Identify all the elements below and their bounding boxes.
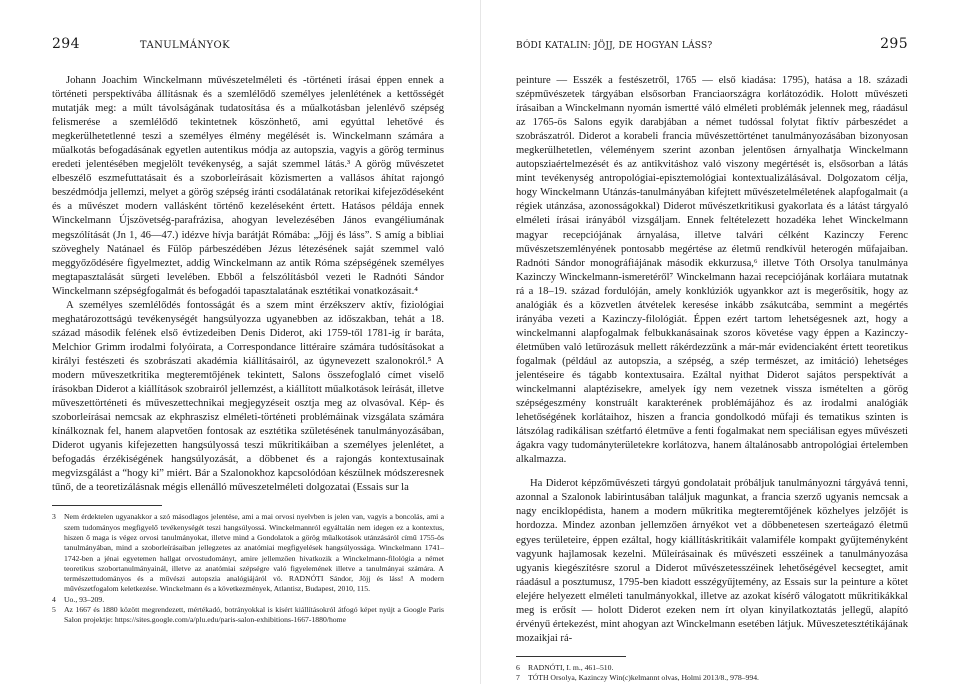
right-body-text bbox=[516, 74, 908, 646]
left-running-head: TANULMÁNYOK bbox=[139, 40, 230, 51]
footnote-3 bbox=[52, 512, 444, 594]
footnote-text: TÓTH Orsolya, Kazinczy Win(c)kelmannt olvas, Holmi 2013/8., 978–994. bbox=[528, 673, 759, 683]
footnote-number: 6 bbox=[516, 662, 520, 672]
left-body-text bbox=[52, 74, 444, 495]
footnote-7 bbox=[516, 673, 908, 683]
right-page-number: 295 bbox=[880, 36, 908, 52]
left-footnote-rule bbox=[52, 505, 162, 506]
right-footnote-rule bbox=[516, 656, 626, 657]
footnote-text: Az 1667 és 1880 között megrendezett, mértékadó, botrányokkal is kísért kiállításokról átfogó képet nyújt a Google Paris Salon projektje: https://sites.google.com/a/plu.edu/paris-salon-exhibitions-1667-1880/home bbox=[64, 605, 444, 625]
right-paragraph-1: peinture — Esszék a festészetről, 1765 — első kiadása: 1795), hatása a 18. századi szépművészetek tárgyában elsősorban Franciaországra korlátozódik. Holott művészeti írásaiban a Winckelmann nyomán ismertté váló elméleti problémák jelennek meg, ráadásul az 1765-ös Salons egyik darabjában a német tudóssal folytat fiktív párbeszédet a szobrászatról. Diderot a korabeli francia művészettörténet tanulmányozásában bizonyosan megkerülhetetlen, véleményem szerint azonban jelentősen árnyalhatja Winckelmann autopsziaértelmezését és az antikvitáshoz való viszony megértését is, elsősorban a látás mint tevékenység antropológiai-episztemológiai kontextualizálásával. Dolgozatom célja, hogy Winckelmann Utánzás-tanulmányában kifejtett művészetelméletének alapfogalmait (a régiek utánzása, azonosságokkal) Diderot művészetkritikusi gyakorlata és a látást tárgyaló elméleti írásai irányából vizsgáljam. Ennek feltételezett hozadéka lehet Winckelmann magyar recepciójának árnyalása, illetve talvári célként Kazinczy Ferenc művészetszemlényének pontosabb megértése az életmű rendkívül heterogén műfajaiban. Radnóti Sándor monográfiájának második ekkurzusa,⁶ illetve Tóth Orsolya tanulmánya Kazinczy Winckelmann-ismeretéről⁷ Winckelmann hazai recepciójának korláiara mutatnak rá a 18–19. század fordulóján, amely konklúziók ugyankkor azt is megerősítik, hogy az analógiák és a közvetlen átvételek keresése inkább zsákutcába, semmint a megértés irányába vezeti a Kazinczy-filológiát. Éppen ezért tartom lehetségesnek azt, hogy a winckelmanni alapfogalmak felbukkanásainak szoros követése vagy éppen a Kazinczy-életműben való letűrozásuk mellett rákérdezzünk a már-már evidenciaként értett teoretikus fogalmak (például az autopszia, a szépség, a szép természet, az imitáció) lehetséges jelentéseire és tágabb kontextusaira. Ezáltal nyithat Diderot sajátos perspektívát a winckelmanni alaptézisekre, amelyek így nem vezetnek vissza ismételten a görög szépségeszmény konstruált karakterének problémájához és az irodalmi analógiák lehetőségének korlátaihoz, hiszen a francia gondolkodó műfaji és tematikus szinten is látszólag radikálisan szétfartó életműve a fenti fogalmakat nem speciálisan egyes művészeti ágakra vagy tudományterületekre korlátozva, hanem általánosabb antropológiai értelemben alkalmazza. bbox=[516, 75, 908, 466]
right-footnotes bbox=[516, 663, 908, 684]
footnote-text: RADNÓTI, I. m., 461–510. bbox=[528, 662, 614, 672]
left-footnotes bbox=[52, 512, 444, 625]
footnote-number: 7 bbox=[516, 673, 520, 683]
left-page-number: 294 bbox=[52, 36, 80, 52]
footnote-4 bbox=[52, 595, 444, 605]
footnote-6 bbox=[516, 663, 908, 673]
footnote-5 bbox=[52, 605, 444, 626]
footnote-text: Uo., 93–209. bbox=[64, 594, 105, 604]
spine-gutter bbox=[480, 0, 481, 684]
left-paragraph-1: Johann Joachim Winckelmann művészetelméleti és -történeti írásai éppen ennek a történeti perspektívába állításnak és a szemlélődő személyes jelenlétének a kettősségét mutatják meg: a múlt távolságának tudatosítása és a műalkotásban jelenlévő szépség felismerése a szemlélődő tekintetnek köszönhető, ami egyúttal lehetővé és megkerülhetetlenné teszi a személyes élmény megélését is. Winckelmann számára a műalkotás befogadásának egyetlen autentikus módja az autopszia, vagyis a görög terminus eredeti jelentésében megjelölt tevékenység, a saját szemmel látás.³ A görög művészetet elbeszélő eszmefuttatásait és a szoborleírásait közismerten a vallásos áhítat rajongó beszédmódja jellemzi, melyet a görög szépség iránti csodálatának retorikai kifejeződéseként és a művészet modern vallásként történő kezeléseként értett. Hatásos példája ennek Winckelmann Újszövetség-parafrázisa, ahogyan levelezésében János evangéliumának megszólítását (Jn 1, 46—47.) idézve hívja barátját Rómába: „Jöjj és láss”. S amíg a bibliai szöveghely Natánael és Fülöp párbeszédében Jézus létezésének saját szemmel való meggyőződésére figyelmeztet, addig Winckelmann az antik Róma szépségének személyes megtapasztalását sürgeti levelében. Ebből a felszólításból vezeti le Radnóti Sándor Winckelmann szépségfogalmát és befogadói tapasztalatának esztétikai vonatkozásait.⁴ bbox=[52, 75, 444, 297]
footnote-number: 5 bbox=[52, 605, 56, 615]
footnote-number: 3 bbox=[52, 512, 56, 522]
right-paragraph-2: Ha Diderot képzőművészeti tárgyú gondolatait próbáljuk tanulmányozni tárgyává tenni, azonnal a Szalonok labirintusában találjuk magunkat, a francia szerző ugyanis nemcsak a nagy enciklopédista, hanem a modern műkritika megteremtőjének közhelyes jelzőjét is hordozza. Mindez azonban jellemzően árnyékot vet a döbbenetesen szerteágazó életmű egyes területeire, éppen ezáltal, hogy kiállításkritikáit valamiféle kompakt gyűjteményként vagyunk hajlamosak kezelni. Műleírásainak és művészeti esszéinek a tanulmányozása ugyanis kiegészítésre szorul a Diderot művészetesszéinek lehetőségével kecsegtet, amit ráadásul a posztumusz, 1795-ben kiadott esszégyűjtemény, az Essais sur la peinture a kötet elejére helyezett elméleti tanulmányokkal, illetve az azokat kísérő válogatott műkritikákkal meg is erősít — holott Diderot ezeken nem írt olyan kinyilatkoztatás jellegű, alapító érvényű értekezést, mint ahogyan azt Winckelmann esetében látjuk. Műveszetesztétikájának mozaikjai rá- bbox=[516, 478, 908, 644]
left-paragraph-2: A személyes szemlélődés fontosságát és a szem mint érzékszerv aktív, fiziológiai meghatározottságú tevékenységét hangsúlyozza ugyanebben az időszakban, tehát a 18. század második felének első évtizedeiben Denis Diderot, aki 1759-től 1781-ig ír baráta, Melchior Grimm irodalmi folyóirata, a Correspondance littéraire számára tudósításokat a királyi festészeti és szobrászati akadémia kiállításairól, az úgynevezett szalonokról.⁵ A modern műveszetkritika megteremtőjének tekintett, Salons összefoglaló címet viselő írásokban Diderot a kiállítások szobrairól jellemzést, a kiállított műalkotások leírását, illetve műveszettörténeti és műveszettechnikai megjegyzéseit osztja meg az olvasóval. Kép- és szoborleírásai nemcsak az ekphraszisz elméleti-történeti problémáinak vizsgálata számára kínálkoznak fel, hanem alapvetően fontosak az esztétika születésének tanulmányozásában, Diderot ugyanis kifejezetten hangsúlyossá teszi műkritikáiban a személyes jelenlétet, a befogadás érzékiségének hangsúlyozását, a döbbenet és a rajongás kontextusainak megvizsgálást a “hogy ki” miért. Bár a Szalonokhoz kapcsolódóan készülnek módszeresnek tűnő, de a teoretizálásnak mégis ellenálló műveszetelméleti dolgozatai (Essais sur la bbox=[52, 299, 444, 494]
right-page bbox=[480, 0, 960, 684]
footnote-text: Nem érdektelen ugyanakkor a szó másodlagos jelentése, ami a mai orvosi nyelvben is jelen van, vagyis a boncolás, ami a szem tudományos megfigyelő tevékenységét teszi hangsúlyossá. Winckelmannról egyáltalán nem idegen ez a kontextus, hiszen ő maga is végez orvosi tanulmányokat, illetve mind a Gondolatok a görög műalkotások utánzásáról című 1755-ös tanulmányában, mind a szoborleírásaiban jellegzetes az anatómiai megfigyelések hangsúlyossága. Winckelmann 1741–1742-ben a jénai egyetemen hallgat orvostudományt, amire jellemzően hivatkozik a Winckelmann-filológia a német teoretikus szobortanulmányainál, illetve az anatómiai szépségre való figyelemének illetve a tanulmányai számára. A természettudományos és a művészi autopszia analógiájáról vö. RADNÓTI Sándor, Jöjj és láss! A modern művészetfogalom keletkezése. Winckelmann és a következmények, Atlantisz, Budapest, 2010, 115. bbox=[64, 512, 444, 594]
right-running-head: BÓDI KATALIN: JÖJJ, DE HOGYAN LÁSS? bbox=[516, 41, 713, 51]
footnote-number: 4 bbox=[52, 594, 56, 604]
left-page-header bbox=[52, 36, 444, 56]
right-page-header bbox=[516, 36, 908, 56]
